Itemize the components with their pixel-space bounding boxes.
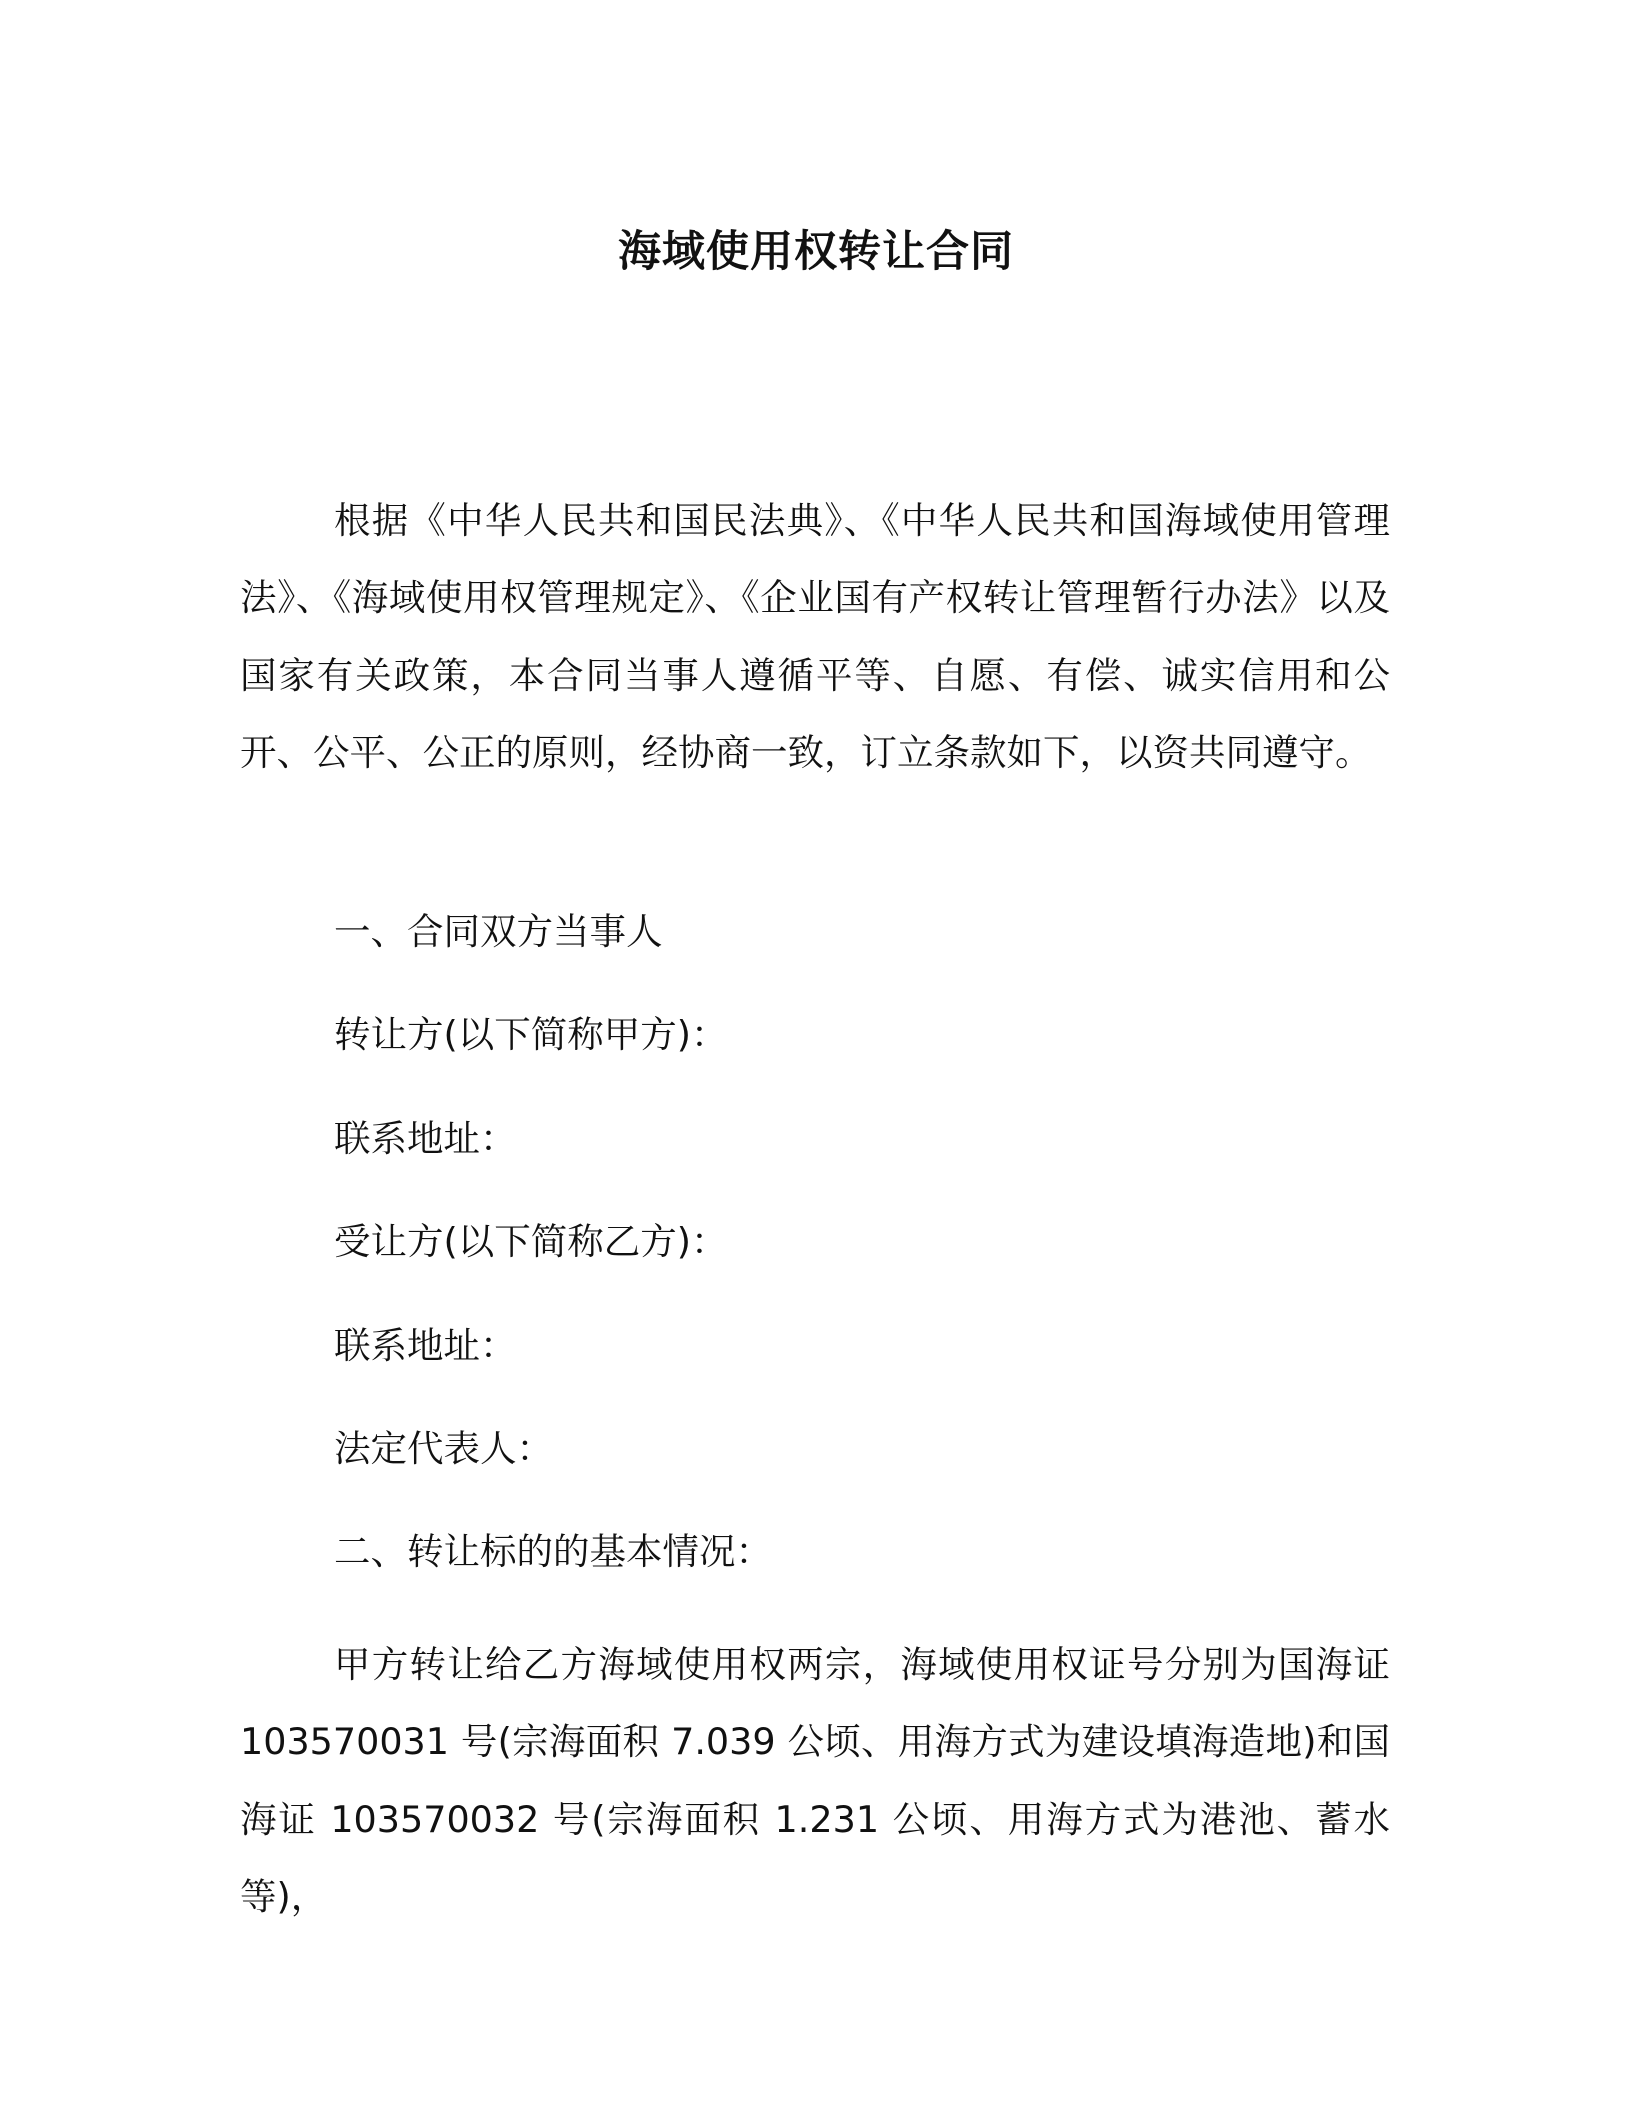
section-2-heading: 二、转让标的的基本情况： — [334, 1530, 772, 1573]
transferor-label: 转让方(以下简称甲方)： — [334, 1013, 728, 1056]
section-1-heading: 一、合同双方当事人 — [334, 910, 663, 953]
preamble-paragraph: 根据《中华人民共和国民法典》、《中华人民共和国海域使用管理法》、《海域使用权管理规定》、《企业国有产权转让管理暂行办法》以及国家有关政策，本合同当事人遵循平等、自愿、有偿、诚实信用和公开、公平、公正的原则，经协商一致，订立条款如下，以资共同遵守。 — [240, 499, 1390, 774]
transferee-address-label: 联系地址： — [334, 1324, 517, 1367]
transferee-label: 受让方(以下简称乙方)： — [334, 1220, 728, 1263]
transferor-address-label: 联系地址： — [334, 1117, 517, 1160]
section-2-paragraph: 甲方转让给乙方海域使用权两宗，海域使用权证号分别为国海证 103570031 号(宗海面积 7.039 公顷、用海方式为建设填海造地)和国海证 103570032 号(宗海面积 1.231 公顷、用海方式为港池、蓄水等)， — [240, 1643, 1390, 1918]
document-title: 海域使用权转让合同 — [618, 227, 1014, 277]
legal-representative-label: 法定代表人： — [334, 1427, 553, 1470]
